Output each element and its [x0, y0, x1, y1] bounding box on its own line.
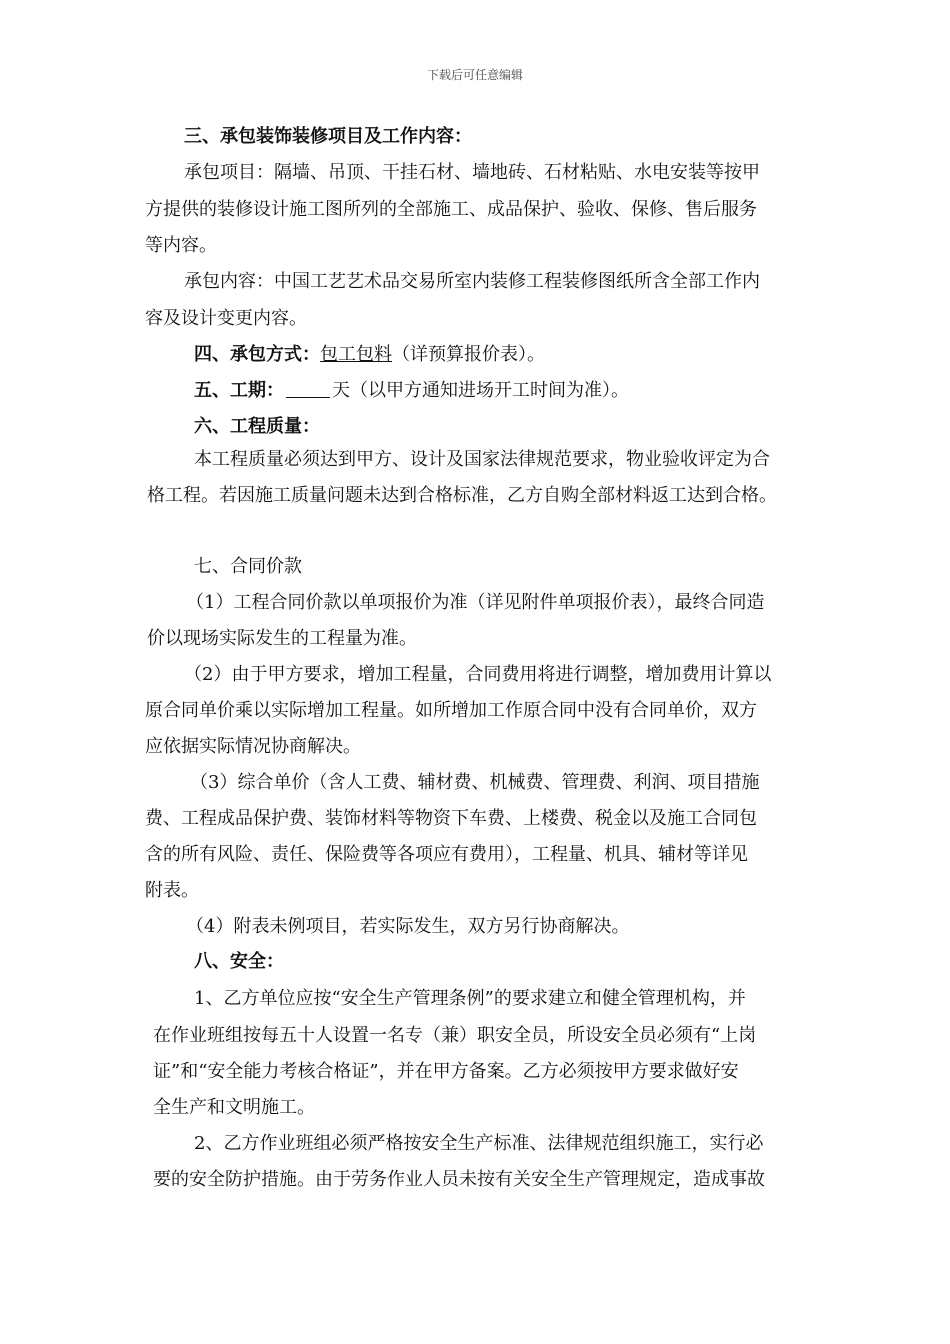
section-5-label: 五、工期：: [194, 380, 284, 401]
section-3-content-line-2: 容及设计变更内容。: [145, 308, 307, 329]
section-7-title: 七、合同价款: [194, 556, 302, 577]
section-7-p3-line-1: （3）综合单价（含人工费、辅材费、机械费、管理费、利润、项目措施: [190, 772, 760, 793]
section-5-tail: 天（以甲方通知进场开工时间为准）。: [332, 380, 629, 401]
section-6-title: 六、工程质量：: [194, 416, 320, 437]
section-5-line: [194, 379, 629, 403]
section-6-line-2: 格工程。若因施工质量问题未达到合格标准，乙方自购全部材料返工达到合格。: [147, 485, 777, 506]
section-7-p4: （4）附表未例项目，若实际发生，双方另行协商解决。: [186, 916, 630, 937]
section-8-p1-line-3: 证”和“安全能力考核合格证”，并在甲方备案。乙方必须按甲方要求做好安: [153, 1061, 739, 1082]
section-7-p1-line-1: （1）工程合同价款以单项报价为准（详见附件单项报价表），最终合同造: [186, 592, 765, 613]
section-3-title: 三、承包装饰装修项目及工作内容：: [184, 126, 472, 147]
duration-blank: [286, 381, 330, 398]
section-4-value: 包工包料: [320, 344, 392, 365]
section-7-p3-line-4: 附表。: [145, 880, 199, 901]
section-8-p1-line-4: 全生产和文明施工。: [153, 1097, 315, 1118]
section-8-p1-line-1: 1、乙方单位应按“安全生产管理条例”的要求建立和健全管理机构，并: [194, 988, 746, 1009]
section-7-p2-line-1: （2）由于甲方要求，增加工程量，合同费用将进行调整，增加费用计算以: [184, 664, 772, 685]
section-7-p3-line-2: 费、工程成品保护费、装饰材料等物资下车费、上楼费、税金以及施工合同包: [145, 808, 757, 829]
section-7-p2-line-2: 原合同单价乘以实际增加工程量。如所增加工作原合同中没有合同单价，双方: [145, 700, 757, 721]
section-3-content-line-1: 承包内容：中国工艺艺术品交易所室内装修工程装修图纸所含全部工作内: [184, 271, 760, 292]
section-7-p1-line-2: 价以现场实际发生的工程量为准。: [147, 628, 417, 649]
section-3-items-line-3: 等内容。: [145, 235, 217, 256]
section-8-p2-line-1: 2、乙方作业班组必须严格按安全生产标准、法律规范组织施工，实行必: [194, 1133, 764, 1154]
section-3-items-line-1: 承包项目：隔墙、吊顶、干挂石材、墙地砖、石材粘贴、水电安装等按甲: [184, 162, 760, 183]
section-3-items-line-2: 方提供的装修设计施工图所列的全部施工、成品保护、验收、保修、售后服务: [145, 199, 757, 220]
section-8-p1-line-2: 在作业班组按每五十人设置一名专（兼）职安全员，所设安全员必须有“上岗: [153, 1025, 757, 1046]
section-8-title: 八、安全：: [194, 951, 284, 972]
page-header: 下载后可任意编辑: [426, 68, 523, 82]
section-4-tail: （详预算报价表）。: [392, 344, 545, 365]
section-6-line-1: 本工程质量必须达到甲方、设计及国家法律规范要求，物业验收评定为合: [194, 449, 770, 470]
section-7-p3-line-3: 含的所有风险、责任、保险费等各项应有费用），工程量、机具、辅材等详见: [145, 844, 748, 865]
section-8-p2-line-2: 要的安全防护措施。由于劳务作业人员未按有关安全生产管理规定，造成事故: [153, 1169, 765, 1190]
section-4-line: [194, 343, 545, 367]
section-7-p2-line-3: 应依据实际情况协商解决。: [145, 736, 361, 757]
section-4-label: 四、承包方式：: [194, 344, 320, 365]
